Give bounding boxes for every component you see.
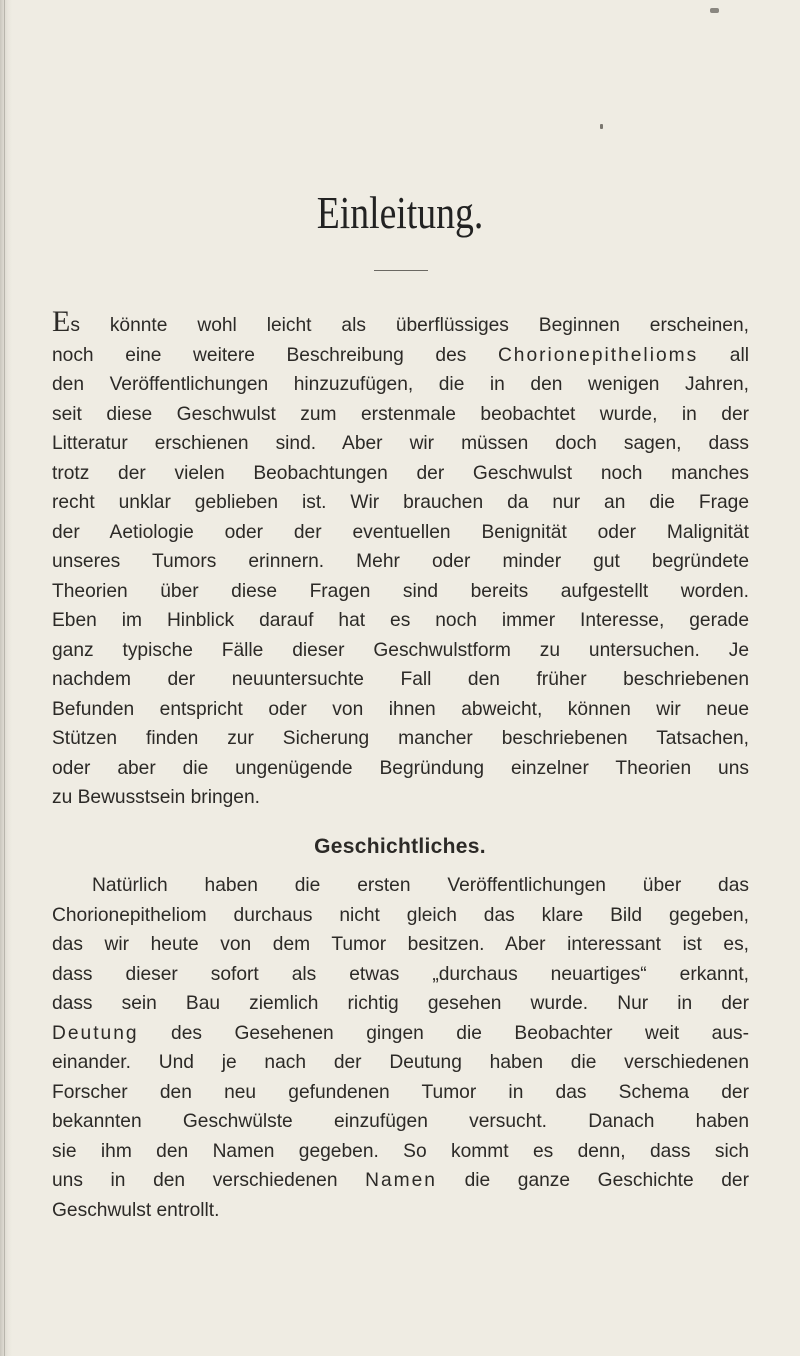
paragraph-line: trotz der vielen Beobachtungen der Geschwulst noch manches: [52, 462, 749, 484]
page-binding-line: [4, 0, 5, 1356]
paragraph-line: das wir heute von dem Tumor besitzen. Aber interessant ist es,: [52, 934, 749, 955]
paragraph-line: Geschwulst entrollt.: [52, 1199, 220, 1221]
paragraph-line: Eben im Hinblick darauf hat es noch immer Interesse, gerade: [52, 610, 749, 631]
paragraph-line: seit diese Geschwulst zum erstenmale beobachtet wurde, in der: [52, 403, 749, 425]
paragraph-line: Litteratur erschienen sind. Aber wir müssen doch sagen, dass: [52, 433, 749, 454]
line-text: uns in den verschiedenen: [52, 1170, 366, 1191]
paragraph-line: oder aber die ungenügende Begründung einzelner Theorien uns: [52, 757, 749, 779]
paragraph-line: sie ihm den Namen gegeben. So kommt es denn, dass sich: [52, 1140, 749, 1162]
paragraph-line: dass dieser sofort als etwas „durchaus neuartiges“ erkannt,: [52, 963, 749, 985]
paragraph-line: nachdem der neuuntersuchte Fall den früher beschriebenen: [52, 669, 749, 690]
section-heading: Geschichtliches.: [314, 835, 486, 858]
paragraph-line: der Aetiologie oder der eventuellen Benignität oder Malignität: [52, 521, 749, 543]
paragraph-line: Theorien über diese Fragen sind bereits aufgestellt worden.: [52, 580, 749, 602]
paragraph-line: [52, 341, 749, 371]
drop-cap: E: [52, 305, 71, 338]
paragraph-line: Befunden entspricht oder von ihnen abweicht, können wir neue: [52, 698, 749, 720]
print-mark: [710, 8, 719, 13]
paragraph-line: ganz typische Fälle dieser Geschwulstform zu untersuchen. Je: [52, 639, 749, 661]
emphasized-term: Namen: [365, 1170, 437, 1191]
intro-paragraph: [52, 305, 749, 813]
paragraph-line: [52, 305, 749, 341]
paragraph-line: [52, 1019, 749, 1049]
emphasized-term: Deutung: [52, 1022, 139, 1044]
paragraph-line: Natürlich haben die ersten Veröffentlichungen über das: [92, 875, 749, 896]
line-text: all: [698, 344, 749, 366]
line-text: des Gesehenen gingen die Beobachter weit aus-: [138, 1022, 749, 1044]
paragraph-line: Forscher den neu gefundenen Tumor in das Schema der: [52, 1081, 749, 1103]
paper-speck: [600, 124, 603, 129]
line-text: die ganze Geschichte der: [436, 1170, 749, 1191]
paragraph-line: recht unklar geblieben ist. Wir brauchen da nur an die Frage: [52, 492, 749, 513]
paragraph-line: unseres Tumors erinnern. Mehr oder minder gut begründete: [52, 551, 749, 572]
line-text: s könnte wohl leicht als überflüssiges Beginnen erscheinen,: [70, 315, 749, 336]
page-left-edge: [0, 0, 12, 1356]
title-divider: [374, 270, 428, 271]
paragraph-line: Stützen finden zur Sicherung mancher beschriebenen Tatsachen,: [52, 728, 749, 749]
paragraph-line: zu Bewusstsein bringen.: [52, 787, 260, 808]
history-paragraph: [52, 871, 749, 1225]
paragraph-line: dass sein Bau ziemlich richtig gesehen wurde. Nur in der: [52, 993, 749, 1014]
chapter-title: Einleitung.: [316, 187, 484, 238]
paragraph-line: einander. Und je nach der Deutung haben die verschiedenen: [52, 1052, 749, 1073]
paragraph-line: den Veröffentlichungen hinzuzufügen, die in den wenigen Jahren,: [52, 374, 749, 395]
paragraph-line: Chorionepitheliom durchaus nicht gleich das klare Bild gegeben,: [52, 904, 749, 926]
line-text: noch eine weitere Beschreibung des: [52, 344, 498, 366]
emphasized-term: Chorionepithelioms: [497, 344, 699, 366]
paragraph-line: [52, 1166, 749, 1196]
paragraph-line: bekannten Geschwülste einzufügen versucht. Danach haben: [52, 1111, 749, 1132]
